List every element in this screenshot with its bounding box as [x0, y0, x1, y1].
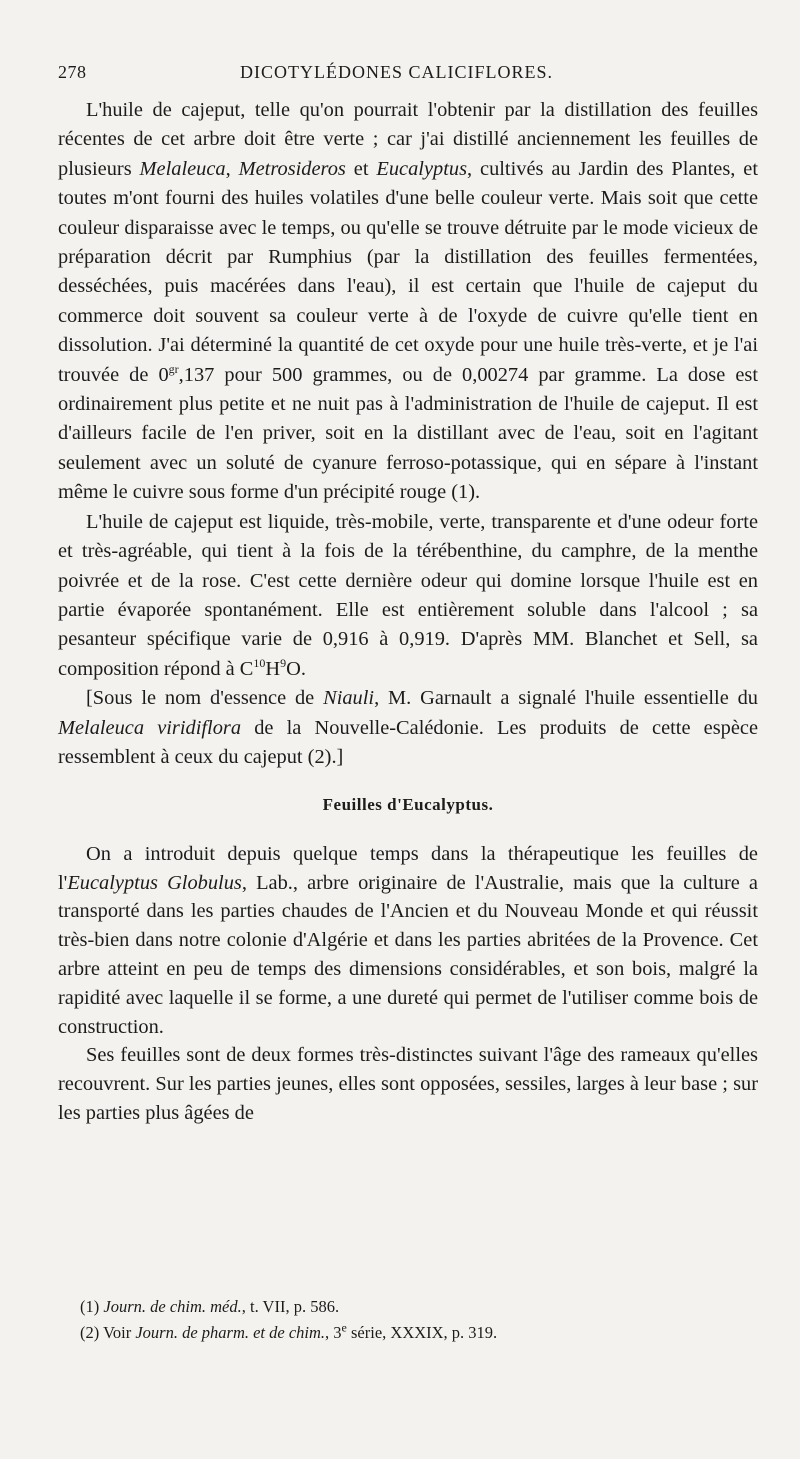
text-run: , M. Garnault a signalé l'huile essentielle du	[374, 687, 758, 710]
page-header	[58, 62, 758, 88]
taxon-name: Melaleuca	[139, 157, 226, 180]
paragraph-eucalyptus-leaves	[58, 1041, 758, 1127]
paragraph-cajeput-properties	[58, 508, 758, 684]
text-run: Voir	[103, 1323, 136, 1342]
footnote-1	[80, 1294, 760, 1320]
text-run: série, XXXIX, p. 319.	[346, 1323, 498, 1342]
footnote-mark: (2)	[80, 1323, 100, 1342]
formula-superscript: 9	[280, 655, 287, 670]
text-run: , t. VII, p. 586.	[241, 1297, 340, 1316]
unit-superscript: gr	[168, 361, 179, 376]
text-run: L'huile de cajeput, telle qu'on pourrait l'obtenir par la distillation des feuilles récentes de cet arbre doit être verte ; car j'ai distillé anciennement les feuilles de plusieurs	[58, 99, 758, 180]
paragraph-eucalyptus-intro	[58, 840, 758, 1042]
section-heading: Feuilles d'Eucalyptus.	[322, 795, 494, 815]
text-run: , Lab., arbre originaire de l'Australie, mais que la culture a transporté dans les parties chaudes de l'Ancien et du Nouveau Monde et qui réussit très-bien dans notre colonie d'Algérie et dans les parties abritées de la Provence. Cet arbre atteint en peu de temps des dimensions considérables, et son bois, malgré la rapidité avec laquelle il se forme, a une dureté qui permet de l'utiliser comme bois de construction.	[58, 871, 758, 1038]
paragraph-cajeput-color	[58, 96, 758, 508]
eucalyptus-section	[58, 840, 758, 1128]
footnote-mark: (1)	[80, 1297, 100, 1316]
running-title: DICOTYLÉDONES CALICIFLORES.	[240, 62, 553, 82]
text-run: Ses feuilles sont de deux formes très-distinctes suivant l'âge des rameaux qu'elles recouvrent. Sur les parties jeunes, elles sont opposées, sessiles, larges à leur base ; sur les parties plus âgées de	[58, 1044, 758, 1124]
text-run: H	[265, 657, 281, 680]
footnotes	[80, 1294, 760, 1346]
text-run: ,	[225, 157, 239, 180]
page-number: 278	[58, 62, 87, 82]
text-run: et	[345, 157, 377, 180]
main-text	[58, 96, 758, 1128]
text-run: L'huile de cajeput est liquide, très-mobile, verte, transparente et d'une odeur forte et très-agréable, qui tient à la fois de la térébenthine, du camphre, de la menthe poivrée et de la rose. C'est cette dernière odeur qui domine lorsque l'huile est en partie évaporée spontanément. Elle est entièrement soluble dans l'alcool ; sa pesanteur spécifique varie de 0,916 à 0,919. D'après MM. Blanchet et Sell, sa composition répond à C	[58, 510, 758, 680]
text-run: , cultivés au Jardin des Plantes, et toutes m'ont fourni des huiles volatiles d'une belle couleur verte. Mais soit que cette couleur disparaisse avec le temps, ou qu'elle se trouve détruite par le mode vicieux de préparation décrit par Rumphius (par la distillation des feuilles fermentées, desséchées, puis macérées dans l'eau), il est certain que l'huile de cajeput du commerce doit souvent sa couleur verte à de l'oxyde de cuivre qu'elle tient en dissolution. J'ai déterminé la quantité de cet oxyde pour une huile très-verte, et je l'ai trouvée de 0	[58, 157, 758, 386]
text-run: de la Nouvelle-Calédonie. Les produits de cette espèce ressemblent à ceux du cajeput (2).]	[58, 716, 758, 768]
taxon-name: Melaleuca viridiflora	[58, 716, 242, 739]
footnote-2	[80, 1320, 760, 1346]
text-run: On a introduit depuis quelque temps dans la thérapeutique les feuilles de l'	[58, 842, 758, 894]
taxon-name: Eucalyptus Globulus	[67, 871, 242, 894]
taxon-name: Metrosideros	[238, 157, 346, 180]
journal-title: Journ. de chim. méd.	[103, 1297, 242, 1316]
essence-name: Niauli	[323, 687, 375, 710]
ordinal-superscript: e	[341, 1320, 347, 1335]
text-run: O.	[286, 657, 306, 680]
taxon-name: Eucalyptus	[376, 157, 468, 180]
paragraph-niauli	[58, 684, 758, 772]
text-run: ,137 pour 500 grammes, ou de 0,00274 par gramme. La dose est ordinairement plus petite et ne nuit pas à l'administration de l'huile de cajeput. Il est d'ailleurs facile de l'en priver, soit en la distillant avec de l'eau, soit en l'agitant seulement avec un soluté de cyanure ferroso-potassique, qui en sépare à l'instant même le cuivre sous forme d'un précipité rouge (1).	[58, 363, 758, 504]
journal-title: Journ. de pharm. et de chim.	[135, 1323, 326, 1342]
text-run: , 3	[325, 1323, 342, 1342]
text-run: [Sous le nom d'essence de	[86, 687, 324, 710]
formula-superscript: 10	[253, 655, 266, 670]
